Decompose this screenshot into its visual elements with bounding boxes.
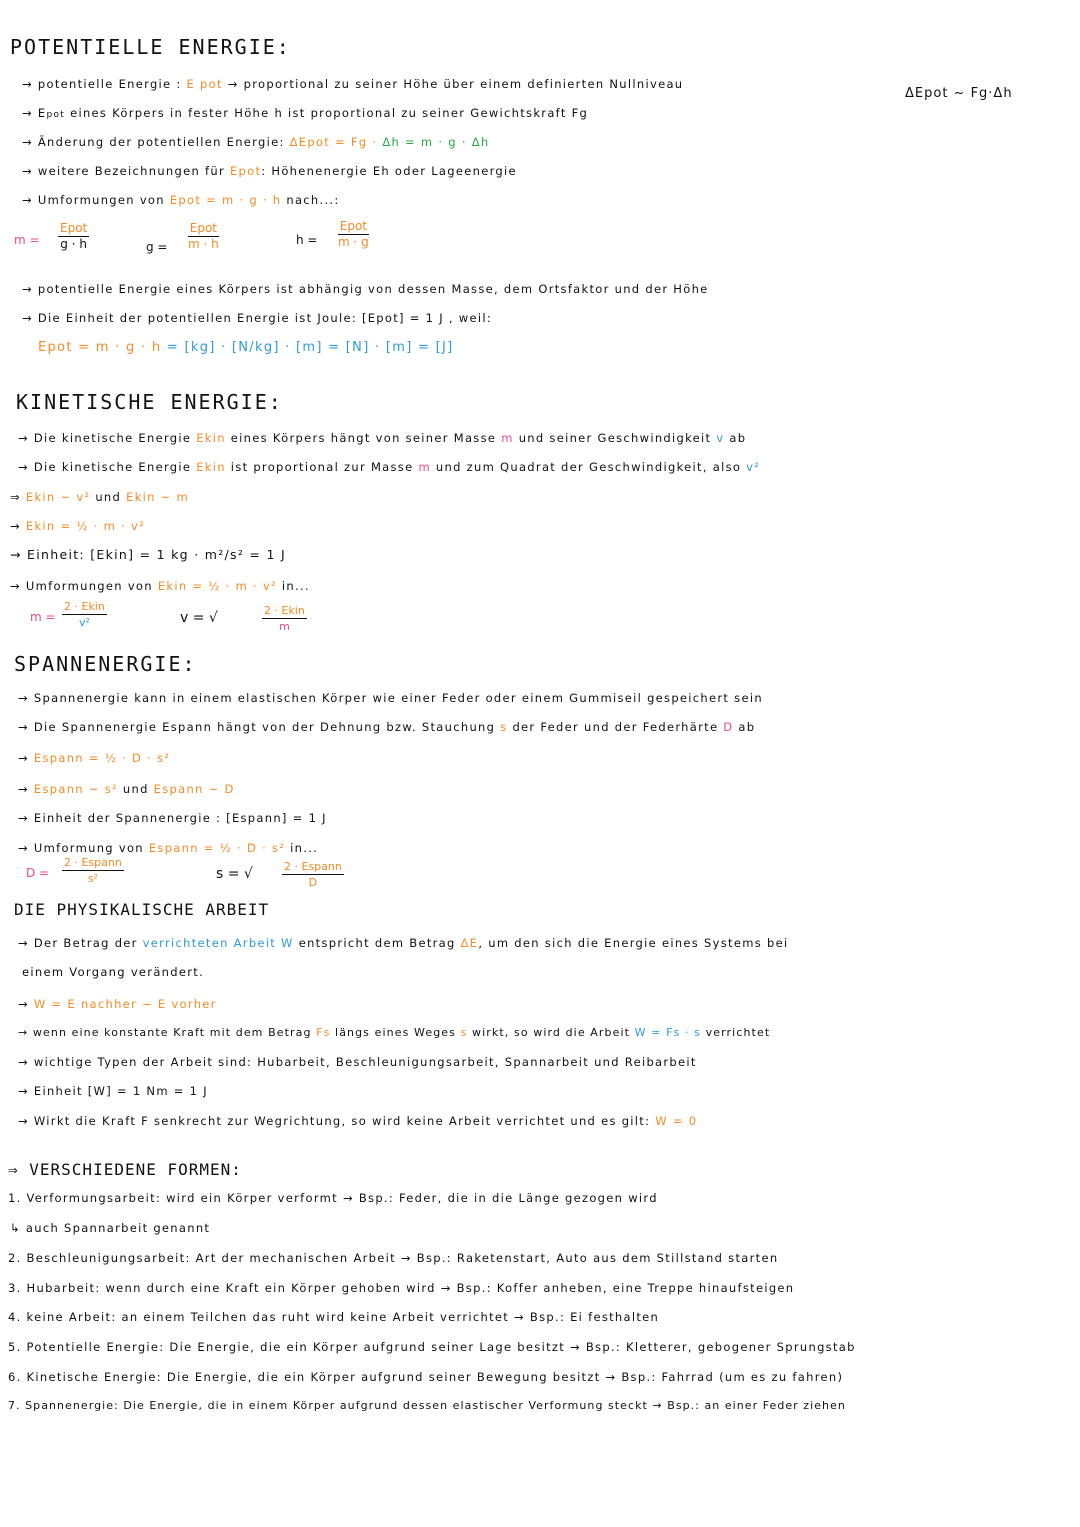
kinetic-line-3: ⇒ Ekin ~ v² und Ekin ~ m [10, 490, 190, 504]
potential-line-8: Epot = m · g · h = [kg] · [N/kg] · [m] = [N] · [m] = [J] [38, 340, 454, 355]
formula-m-fraction: Epot g · h [60, 221, 88, 251]
potential-line-3: → Änderung der potentiellen Energie: ΔEpot = Fg · Δh = m · g · Δh [22, 135, 490, 149]
section-title-kinetic: KINETISCHE ENERGIE: [16, 390, 283, 414]
forms-item-4: 4. keine Arbeit: an einem Teilchen das ruht wird keine Arbeit verrichtet → Bsp.: Ei festhalten [8, 1310, 660, 1324]
formula-kin-v-label: v = √ [180, 610, 218, 626]
forms-item-1: 1. Verformungsarbeit: wird ein Körper verformt → Bsp.: Feder, die in die Länge gezogen wird [8, 1191, 658, 1205]
formula-spring-s-fraction: 2 · Espann D [284, 860, 342, 889]
work-line-6: → Einheit [W] = 1 Nm = 1 J [18, 1084, 208, 1098]
potential-line-2: → Epot eines Körpers in fester Höhe h ist proportional zu seiner Gewichtskraft Fg [22, 106, 589, 120]
work-line-4: → wenn eine konstante Kraft mit dem Betrag Fs längs eines Weges s wirkt, so wird die Arbeit W = Fs · s verrichtet [18, 1026, 771, 1039]
work-line-3: → W = E nachher − E vorher [18, 997, 217, 1011]
work-line-2: einem Vorgang verändert. [22, 965, 205, 979]
formula-g-fraction: Epot m · h [188, 221, 219, 251]
spring-line-3: → Espann = ½ · D · s² [18, 751, 171, 765]
work-line-5: → wichtige Typen der Arbeit sind: Hubarbeit, Beschleunigungsarbeit, Spannarbeit und Reibarbeit [18, 1055, 697, 1069]
section-title-spring: SPANNENERGIE: [14, 652, 197, 676]
kinetic-line-4: → Ekin = ½ · m · v² [10, 519, 146, 533]
forms-item-7: 7. Spannenergie: Die Energie, die in einem Körper aufgrund dessen elastischer Verformung steckt → Bsp.: an einer Feder ziehen [8, 1399, 846, 1412]
section-title-work: DIE PHYSIKALISCHE ARBEIT [14, 900, 270, 919]
formula-spring-s-label: s = √ [216, 866, 253, 882]
spring-line-5: → Einheit der Spannenergie : [Espann] = 1 J [18, 811, 327, 825]
formula-kin-m-label: m = [30, 610, 56, 624]
potential-side-note: ΔEpot ~ Fg·Δh [905, 86, 1013, 101]
kinetic-line-1: → Die kinetische Energie Ekin eines Körpers hängt von seiner Masse m und seiner Geschwindigkeit v ab [18, 431, 747, 445]
potential-line-4: → weitere Bezeichnungen für Epot: Höhenenergie Eh oder Lageenergie [22, 164, 517, 178]
work-line-7: → Wirkt die Kraft F senkrecht zur Wegrichtung, so wird keine Arbeit verrichtet und es gilt: W = 0 [18, 1114, 698, 1128]
formula-h-label: h = [296, 233, 318, 247]
formula-kin-m-fraction: 2 · Ekin v² [64, 600, 105, 629]
formula-kin-v-fraction: 2 · Ekin m [264, 604, 305, 633]
potential-line-6: → potentielle Energie eines Körpers ist abhängig von dessen Masse, dem Ortsfaktor und der Höhe [22, 282, 709, 296]
kinetic-line-5: → Einheit: [Ekin] = 1 kg · m²/s² = 1 J [10, 547, 286, 562]
potential-line-5: → Umformungen von Epot = m · g · h nach...: [22, 193, 340, 207]
spring-line-1: → Spannenergie kann in einem elastischen Körper wie einer Feder oder einem Gummiseil gespeichert sein [18, 691, 763, 705]
kinetic-line-6: → Umformungen von Ekin = ½ · m · v² in... [10, 579, 310, 593]
kinetic-line-2: → Die kinetische Energie Ekin ist proportional zur Masse m und zum Quadrat der Geschwindigkeit, also v² [18, 460, 761, 474]
forms-item-1-note: ↳ auch Spannarbeit genannt [10, 1221, 211, 1235]
section-title-forms: ⇒ VERSCHIEDENE FORMEN: [8, 1160, 242, 1179]
spring-line-4: → Espann ~ s² und Espann ~ D [18, 782, 235, 796]
work-line-1: → Der Betrag der verrichteten Arbeit W entspricht dem Betrag ΔE, um den sich die Energie eines Systems bei [18, 936, 789, 950]
potential-line-7: → Die Einheit der potentiellen Energie ist Joule: [Epot] = 1 J , weil: [22, 311, 493, 325]
formula-m-label: m = [14, 233, 40, 247]
forms-item-2: 2. Beschleunigungsarbeit: Art der mechanischen Arbeit → Bsp.: Raketenstart, Auto aus dem Stillstand starten [8, 1251, 779, 1265]
formula-h-fraction: Epot m · g [338, 219, 369, 249]
forms-item-3: 3. Hubarbeit: wenn durch eine Kraft ein Körper gehoben wird → Bsp.: Koffer anheben, eine Treppe hinaufsteigen [8, 1281, 795, 1295]
forms-item-6: 6. Kinetische Energie: Die Energie, die ein Körper aufgrund seiner Bewegung besitzt → Bsp.: Fahrrad (um es zu fahren) [8, 1370, 844, 1384]
formula-spring-d-label: D = [26, 866, 50, 880]
potential-line-1: → potentielle Energie : E pot → proportional zu seiner Höhe über einem definierten Nullniveau [22, 77, 684, 91]
formula-g-label: g = [146, 240, 168, 254]
formula-spring-d-fraction: 2 · Espann s² [64, 856, 122, 885]
spring-line-6: → Umformung von Espann = ½ · D · s² in... [18, 841, 319, 855]
spring-line-2: → Die Spannenergie Espann hängt von der Dehnung bzw. Stauchung s der Feder und der Federhärte D ab [18, 720, 756, 734]
section-title-potential: POTENTIELLE ENERGIE: [10, 35, 291, 59]
forms-item-5: 5. Potentielle Energie: Die Energie, die ein Körper aufgrund seiner Lage besitzt → Bsp.: Kletterer, gebogener Sprungstab [8, 1340, 856, 1354]
